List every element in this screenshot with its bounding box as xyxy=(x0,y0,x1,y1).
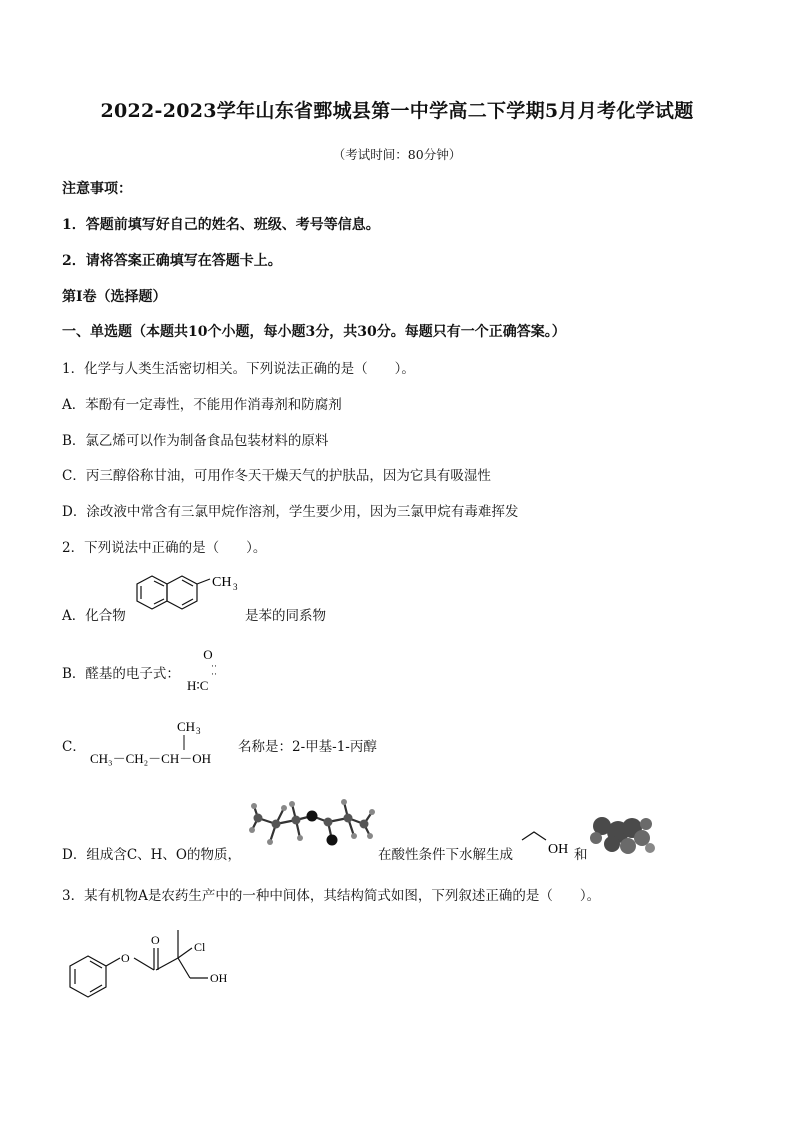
volume-heading: 第Ⅰ卷（选择题） xyxy=(62,289,167,305)
q3-oh: OH xyxy=(210,971,228,985)
q2-c-ch3-sub: 3 xyxy=(196,726,201,736)
q3-ester-o: O xyxy=(121,951,130,965)
notice-item-1: 1．答题前填写好自己的姓名、班级、考号等信息。 xyxy=(62,217,380,233)
q3-cl: Cl xyxy=(194,940,206,954)
ethanol-skeletal-structure xyxy=(520,828,572,862)
q1-stem: 1．化学与人类生活密切相关。下列说法正确的是（ ）。 xyxy=(62,361,415,377)
q1-option-b: B．氯乙烯可以作为制备食品包装材料的原料 xyxy=(62,433,329,449)
q2-a-ch3-sub: 3 xyxy=(233,582,238,592)
q2-option-c-prefix: C． xyxy=(62,739,86,755)
q2-stem: 2．下列说法中正确的是（ ）。 xyxy=(62,540,267,556)
q2-c-chain: CH₃－CH₂－CH－OH xyxy=(90,751,212,766)
q2-option-b-prefix: B．醛基的电子式： xyxy=(62,666,180,682)
q2-option-a-suffix: 是苯的同系物 xyxy=(245,608,326,624)
exam-time: （考试时间：80分钟） xyxy=(332,147,462,162)
q2-d-oh: OH xyxy=(548,842,569,857)
q2-c-ch3: CH xyxy=(177,719,196,734)
notice-item-2: 2．请将答案正确填写在答题卡上。 xyxy=(62,253,282,269)
q2-option-d-and: 和 xyxy=(574,847,588,863)
q2-b-dots-2: ·· xyxy=(211,669,217,679)
notice-heading: 注意事项： xyxy=(62,181,132,197)
q2-option-a-prefix: A．化合物 xyxy=(62,608,126,624)
q3-stem: 3．某有机物A是农药生产中的一种中间体，其结构简式如图，下列叙述正确的是（ ）。 xyxy=(62,888,601,904)
page-title: 2022-2023学年山东省鄄城县第一中学高二下学期5月月考化学试题 xyxy=(100,100,694,122)
q1-option-c: C．丙三醇俗称甘油，可用作冬天干燥天气的护肤品，因为它具有吸湿性 xyxy=(62,468,491,484)
q2-a-ch3: CH xyxy=(212,575,232,590)
methylnaphthalene-structure xyxy=(132,570,244,622)
aldehyde-electron-formula xyxy=(183,646,233,696)
q2-option-d-prefix: D．组成含C、H、O的物质， xyxy=(62,847,241,863)
q2-option-c-suffix: 名称是：2-甲基-1-丙醇 xyxy=(238,739,377,755)
ester-ball-stick-model xyxy=(246,796,376,860)
space-filling-model xyxy=(588,810,656,860)
section-heading: 一、单选题（本题共10个小题，每小题3分，共30分。每题只有一个正确答案。） xyxy=(62,324,566,340)
q2-b-dots-1: ·· xyxy=(211,661,217,671)
q1-option-d: D．涂改液中常含有三氯甲烷作溶剂，学生要少用，因为三氯甲烷有毒难挥发 xyxy=(62,504,519,520)
q3-carbonyl-o: O xyxy=(151,933,160,947)
q1-option-a: A．苯酚有一定毒性，不能用作消毒剂和防腐剂 xyxy=(62,397,342,413)
compound-a-structure xyxy=(60,924,250,1012)
methylpropanol-structure xyxy=(86,716,240,770)
q2-b-o: O xyxy=(203,647,213,662)
q2-option-d-mid: 在酸性条件下水解生成 xyxy=(378,847,513,863)
q2-b-hc: H∶C xyxy=(187,678,209,693)
